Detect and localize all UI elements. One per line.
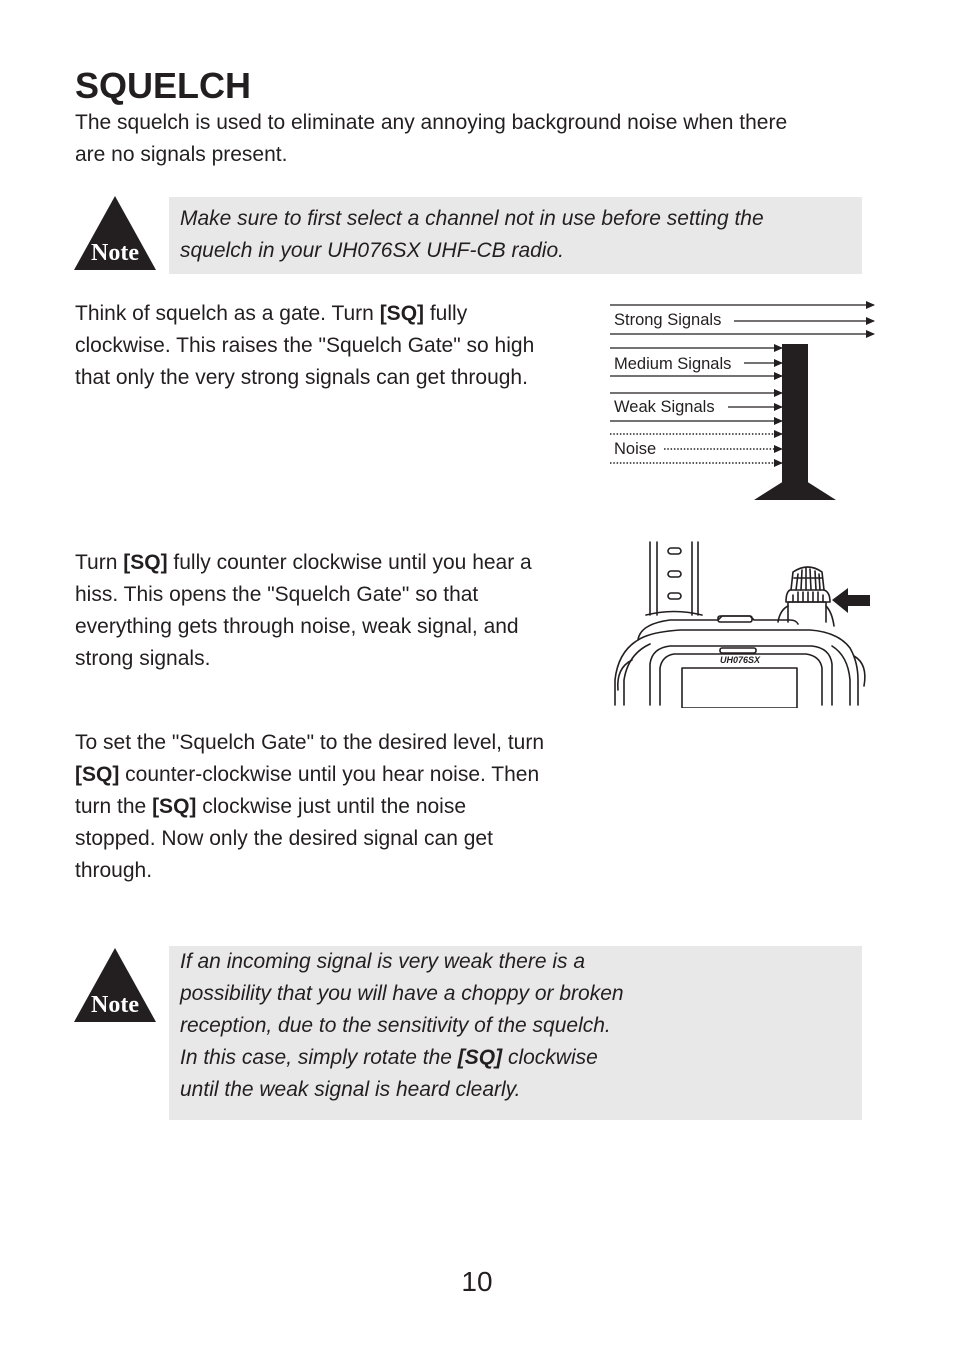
- p2-text: Turn: [75, 551, 124, 574]
- note-warning-icon: [73, 947, 157, 1023]
- note2-text: In this case, simply rotate the: [180, 1046, 458, 1069]
- p2-text: fully counter clockwise until you hear a: [167, 551, 532, 574]
- sq-key-label: [SQ]: [379, 302, 425, 325]
- note2-line-3: reception, due to the sensitivity of the squelch.: [180, 1014, 611, 1037]
- sq-key-label: [SQ]: [152, 795, 197, 818]
- medium-signals-label: Medium Signals: [614, 355, 732, 373]
- note-icon-label: Note: [91, 992, 139, 1018]
- intro-line-1: The squelch is used to eliminate any annoying background noise when there: [75, 111, 788, 134]
- weak-signals-label: Weak Signals: [614, 398, 715, 416]
- sq-key-label: [SQ]: [123, 551, 168, 574]
- p2-line-4: strong signals.: [75, 647, 211, 670]
- note2-text: clockwise: [502, 1046, 598, 1069]
- antenna-icon: [646, 542, 702, 615]
- p1-text: fully: [424, 302, 468, 325]
- open-gate-paragraph: [75, 547, 585, 675]
- p1-line-3: that only the very strong signals can get through.: [75, 366, 528, 389]
- p3-text: turn the: [75, 795, 153, 818]
- p3-line-4: stopped. Now only the desired signal can get: [75, 827, 493, 850]
- gate-explanation-paragraph: [75, 298, 585, 394]
- radio-model-label: UH076SX: [719, 655, 761, 665]
- squelch-gate-bar: [782, 344, 808, 484]
- intro-paragraph: [75, 107, 875, 171]
- note2-line-1: If an incoming signal is very weak there is a: [180, 950, 586, 973]
- p3-text: counter-clockwise until you hear noise. Then: [119, 763, 540, 786]
- page-number: 10: [461, 1266, 493, 1297]
- p1-line-2: clockwise. This raises the "Squelch Gate" so high: [75, 334, 535, 357]
- p3-line-5: through.: [75, 859, 153, 882]
- intro-line-2: are no signals present.: [75, 143, 288, 166]
- note-icon-label: Note: [91, 240, 139, 266]
- note1-line-2: squelch in your UH076SX UHF-CB radio.: [180, 239, 564, 262]
- squelch-gate-diagram: [606, 296, 878, 504]
- p1-text: Think of squelch as a gate. Turn: [75, 302, 380, 325]
- radio-illustration: [610, 540, 875, 708]
- knob-pointer-arrow-icon: [832, 588, 870, 613]
- note-box-channel: [169, 197, 862, 274]
- p2-line-3: everything gets through noise, weak signal, and: [75, 615, 519, 638]
- sq-key-label: [SQ]: [457, 1046, 503, 1069]
- sq-key-label: [SQ]: [75, 763, 120, 786]
- page-title: SQUELCH: [75, 65, 252, 106]
- note2-line-2: possibility that you will have a choppy or broken: [180, 982, 624, 1005]
- note-box-weak-signal: [169, 946, 862, 1120]
- noise-label: Noise: [614, 440, 657, 458]
- p3-line-1: To set the "Squelch Gate" to the desired level, turn: [75, 731, 545, 754]
- set-level-paragraph: [75, 727, 595, 887]
- squelch-gate-base: [754, 474, 836, 500]
- note2-line-5: until the weak signal is heard clearly.: [180, 1078, 521, 1101]
- p2-line-2: hiss. This opens the "Squelch Gate" so that: [75, 583, 479, 606]
- note-warning-icon: [73, 195, 157, 271]
- p3-text: clockwise just until the noise: [196, 795, 467, 818]
- note1-line-1: Make sure to first select a channel not in use before setting the: [180, 207, 764, 230]
- squelch-knob-icon: [778, 567, 834, 626]
- strong-signals-label: Strong Signals: [614, 311, 722, 329]
